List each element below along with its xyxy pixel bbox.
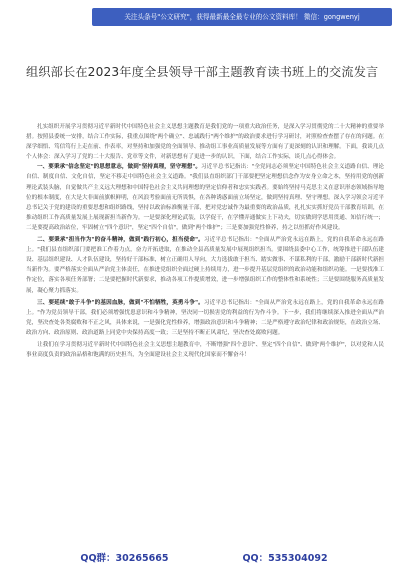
section-2-body: 习近平总书记指出："全面从严治党永远在路上，党的自我革命永远在路上。"我们县直组织部门要把准工作着力点，奋力开拓进取，在推动全县高质量发展中展现组织担当。要围绕县委中心工作，统筹推进干部队伍建设、基层组织建设、人才队伍建设，坚持好干部标准，树立正确用人导向，大力选拔敢于担当、踏实做事、不谋私利的干部，激励干部新时代新担当新作为。要严格落实全面从严治党主体责任，在推进党组织全面过硬上持续用力，进一步提升基层党组织的政治功能和组织功能。一是要找准工作定位，落实各项任务部署；二是要把握时代新要求，推动各项工作提质增效，进一步增强组织工作的整体性和系统性；三是要围绕服务高质量发展，凝心聚力抓落实。 [26, 237, 385, 294]
document-title: 组织部长在2023年度全县领导干部主题教育读书班上的交流发言 [26, 65, 379, 79]
section-3-heading: 三、要延续"敢于斗争"的基因血脉，做到"不怕牺牲，英勇斗争"。 [37, 299, 204, 306]
section-3-body: 习近平总书记指出："全面从严治党永远在路上，党的自我革命永远在路上。"作为党员领导干部，我们必须增强忧患意识和斗争精神，坚决同一切损害党的利益的行为作斗争。下一步，我们将继续深入推进全面从严治党，坚决查处各类腐败和不正之风，具体来说，一是强化党性修养，增强政治意识和斗争精神；二是严格遵守政治纪律和政治规矩，在政治立场、政治方向、政治原则、政治道路上同党中央保持高度一致；三是坚持不断正风肃纪，坚决查处腐败问题。 [26, 299, 385, 336]
section-1-heading: 一、要秉承"信念坚定"的思想意志，做到"坚持真理，坚守理想"。 [37, 164, 202, 171]
qq-group-text: QQ群：30265665 [80, 553, 169, 564]
section-2 [26, 235, 384, 296]
header-banner [92, 8, 392, 26]
qq-text: QQ：535304092 [242, 553, 328, 564]
document-body [26, 122, 384, 362]
closing-paragraph: 让我们在学习贯彻习近平新时代中国特色社会主义思想主题教育中，不断增强"四个意识"、坚定"四个自信"、做到"两个维护"，以对党和人民事业高度负责的政治品格和饱满的历史担当，为全面建设社会主义现代化国家而不懈奋斗！ [26, 341, 384, 359]
banner-text: 关注头条号"公文研究"，获得最新最全最专业的公文资料库！ 微信：gongwenyj [124, 12, 360, 21]
section-3 [26, 298, 384, 338]
intro-paragraph: 扎实组织开展学习贯彻习近平新时代中国特色社会主义思想主题教育是我们党的一项重大政治任务，是深入学习贯彻党的二十大精神的重要举措。按照县委统一安排，结合工作实际，我重点围绕"两个确立"、忠诚践行"两个维护"的政治要求进行学习研讨，对照检查查摆了存在的问题。在深学细悟、笃信笃行上走在前、作表率，对坚持和加强党的全面领导、推动组工事业高质量发展等方面有了更深刻的认识和理解。下面，我谈几点个人体会：深入学习了党的二十大报告、党章等文件，对新思想有了更进一步的认识，下面，结合工作实际，谈几点心得体会。 [26, 124, 385, 161]
footer-contacts [0, 550, 408, 564]
section-1-body: 习近平总书记指出："全党同志必须坚定中国特色社会主义道路自信、理论自信、制度自信、文化自信，坚定不移走中国特色社会主义道路。"我们县直组织部门干部要把坚定理想信念作为安身立命之本，坚持用党的创新理论武装头脑，自觉做共产主义远大理想和中国特色社会主义共同理想的坚定信仰者和忠实实践者。要始终坚持马克思主义在意识形态领域指导地位的根本制度，在大是大非面前旗帜鲜明，在风浪考验面前无所畏惧，在各种诱惑面前立场坚定，做到坚持真理、坚守理想。深入学习领会习近平总书记关于党的建设的重要思想和组织路线，坚持以政治标准衡量干部，把对党忠诚作为最重要的政治品质，扎扎实实抓好党员干部教育培训，在推动组织工作高质量发展上展现新担当新作为。一是要深化理论武装，以学促干，在学懂弄通做实上下功夫，切实做到学思用贯通、知信行统一；二是要提高政治站位，牢固树立"四个意识"，坚定"四个自信"，做到"两个维护"；三是要加强党性修养，持之以恒抓好作风建设。 [26, 164, 385, 231]
section-1 [26, 162, 384, 233]
section-2-heading: 二、要秉承"担当作为"的奋斗精神，做到"践行初心，担当使命"。 [37, 237, 204, 244]
